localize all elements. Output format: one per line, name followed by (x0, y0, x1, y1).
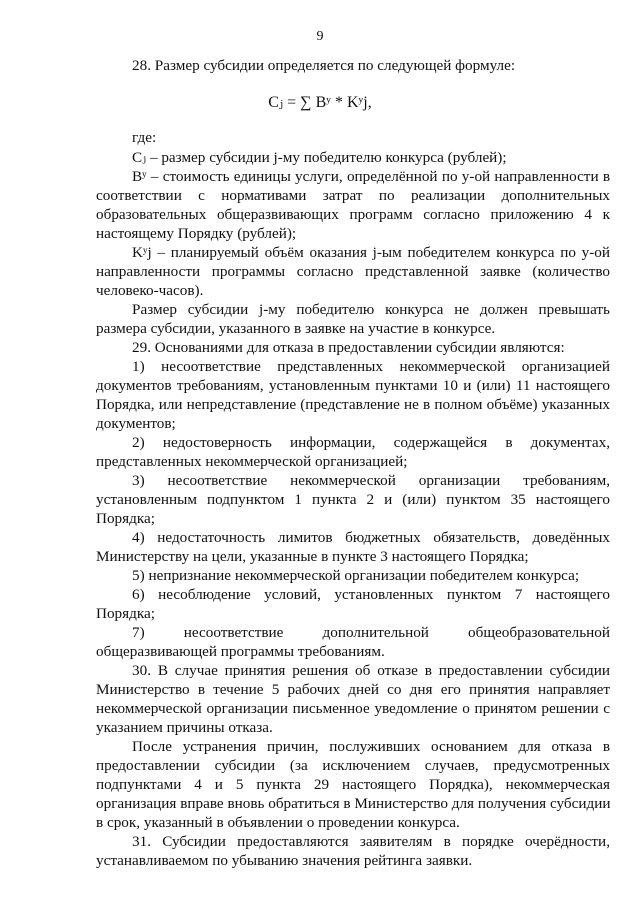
reason-4-line: Министерству на цели, указанные в пункте 3 настоящего Порядка; (96, 548, 529, 565)
resubmission-line: организация вправе вновь обратиться в Министерство для получения субсидии (96, 795, 611, 812)
reason-3-line: установленным подпунктом 1 пункта 2 и (или) пунктом 35 настоящего (96, 491, 610, 508)
paragraph-29-intro: 29. Основаниями для отказа в предоставлении субсидии являются: (132, 339, 565, 356)
paragraph-28-intro: 28. Размер субсидии определяется по следующей формуле: (132, 57, 516, 74)
definition-c: Cⱼ – размер субсидии j-му победителю конкурса (рублей); (132, 149, 507, 166)
resubmission-line: После устранения причин, послуживших основанием для отказа в (132, 738, 610, 755)
definition-b-line: настоящему Порядку (рублей); (96, 225, 297, 242)
paragraph-30-line: некоммерческой организации письменное уведомление о принятом решении с (96, 700, 610, 717)
reason-1-line: 1) несоответствие представленных некоммерческой организацией (132, 358, 610, 375)
reason-1-line: документов; (96, 415, 176, 432)
limit-line: Размер субсидии j-му победителю конкурса не должен превышать (132, 301, 610, 318)
reason-1-line: Порядка, или непредставление (представление не в полном объёме) указанных (96, 396, 610, 413)
reason-2-line: представленных некоммерческой организацией; (96, 453, 408, 470)
resubmission-line: в срок, указанный в объявлении о проведении конкурса. (96, 814, 460, 831)
reason-2-line: 2) недостоверность информации, содержащейся в документах, (132, 434, 610, 451)
definition-b-line: образовательных общеразвивающих программ согласно приложению 4 к (96, 206, 610, 223)
reason-3-line: 3) несоответствие некоммерческой организации требованиям, (132, 472, 610, 489)
reason-1-line: документов требованиям, установленным пунктами 10 и (или) 11 настоящего (96, 377, 610, 394)
paragraph-30-line: указанием причины отказа. (96, 719, 273, 736)
definition-k-line: направленности программы согласно представленной заявке (количество (96, 263, 610, 280)
resubmission-line: предоставлении субсидии (за исключением случаев, предусмотренных (96, 757, 610, 774)
reason-4-line: 4) недостаточность лимитов бюджетных обязательств, доведённых (132, 529, 610, 546)
paragraph-31-line: 31. Субсидии предоставляются заявителям в порядке очерёдности, (132, 833, 610, 850)
reason-7-line: общеразвивающей программы требованиям. (96, 643, 385, 660)
definition-k-line: человеко-часов). (96, 282, 204, 299)
paragraph-31-line: устанавливаемом по убыванию значения рейтинга заявки. (96, 852, 473, 869)
reason-5: 5) непризнание некоммерческой организации победителем конкурса; (132, 567, 580, 584)
page-number: 9 (316, 29, 324, 44)
resubmission-line: подпунктами 4 и 5 пункта 29 настоящего Порядка), некоммерческая (96, 776, 610, 793)
paragraph-30-line: 30. В случае принятия решения об отказе в предоставлении субсидии (132, 662, 610, 679)
definition-b-line: Bʸ – стоимость единицы услуги, определённой по y-ой направленности в (132, 168, 610, 185)
paragraph-30-line: Министерство в течение 5 рабочих дней со дня его принятия направляет (96, 681, 610, 698)
definition-k-line: Kʸj – планируемый объём оказания j-ым победителем конкурса по y-ой (132, 244, 610, 261)
definition-b-line: соответствии с нормативами затрат по реализации дополнительных (96, 187, 610, 204)
reason-6-line: Порядка; (96, 605, 155, 622)
reason-6-line: 6) несоблюдение условий, установленных пунктом 7 настоящего (132, 586, 610, 603)
reason-3-line: Порядка; (96, 510, 155, 527)
reason-7-line: 7) несоответствие дополнительной общеобразовательной (132, 624, 610, 641)
where-label: где: (132, 129, 157, 146)
limit-line: размера субсидии, указанного в заявке на участие в конкурсе. (96, 320, 496, 337)
subsidy-formula: Cⱼ = ∑ Bʸ * Kʸj, (268, 94, 372, 111)
